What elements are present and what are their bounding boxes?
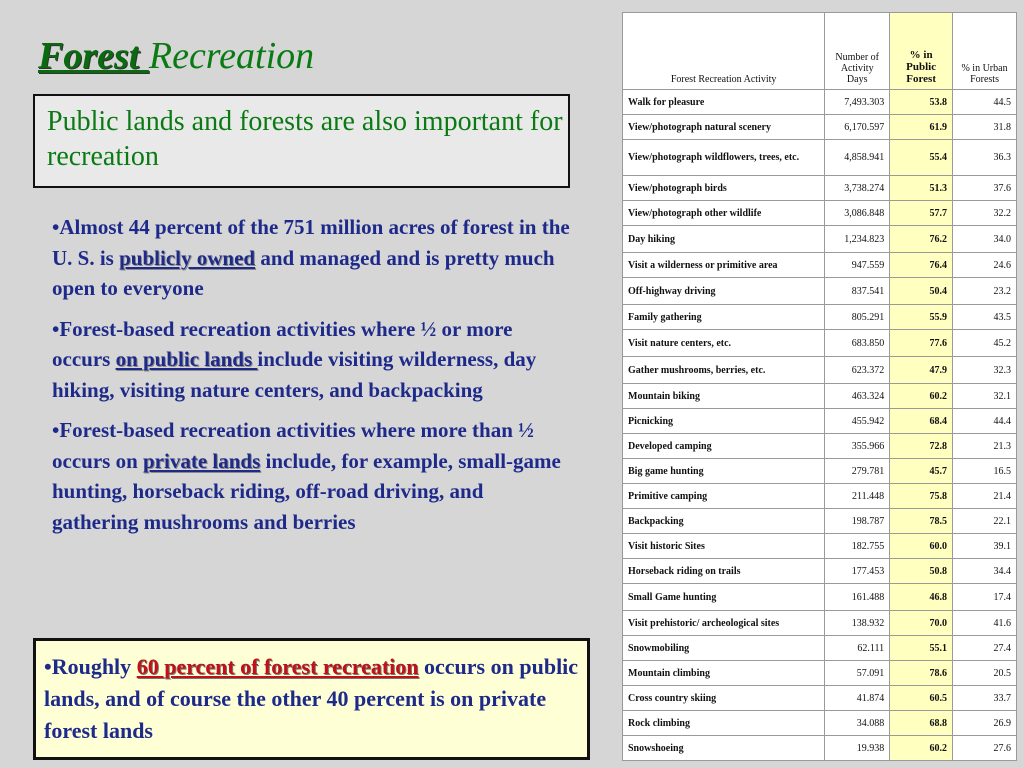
cell-days: 1,234.823 xyxy=(825,226,890,253)
table-row xyxy=(623,357,1017,384)
table-body xyxy=(623,90,1017,761)
cell-urban: 34.0 xyxy=(953,226,1017,253)
subtitle-box xyxy=(33,94,570,188)
table-row xyxy=(623,584,1017,611)
cell-public: 60.0 xyxy=(890,534,953,559)
summary-note-box: •Roughly 60 percent of forest recreation occurs on public lands, and of course the other 40 percent is on private forest lands xyxy=(33,638,590,760)
cell-activity: Snowshoeing xyxy=(623,736,825,761)
title-recreation: Recreation xyxy=(148,35,315,77)
cell-public: 55.9 xyxy=(890,305,953,330)
cell-days: 4,858.941 xyxy=(825,140,890,176)
bullet-3-text-end: include, for example, small-game hunting, horseback riding, off-road driving, and gathering mushrooms and berries xyxy=(52,448,561,534)
cell-urban: 32.2 xyxy=(953,201,1017,226)
cell-days: 57.091 xyxy=(825,661,890,686)
table-row xyxy=(623,559,1017,584)
header-activity: Forest Recreation Activity xyxy=(623,13,825,90)
cell-activity: View/photograph other wildlife xyxy=(623,201,825,226)
table-row xyxy=(623,711,1017,736)
cell-activity: Gather mushrooms, berries, etc. xyxy=(623,357,825,384)
cell-urban: 41.6 xyxy=(953,611,1017,636)
cell-activity: Snowmobiling xyxy=(623,636,825,661)
cell-public: 50.4 xyxy=(890,278,953,305)
cell-urban: 44.4 xyxy=(953,409,1017,434)
table-row xyxy=(623,201,1017,226)
table-row xyxy=(623,636,1017,661)
cell-urban: 34.4 xyxy=(953,559,1017,584)
cell-urban: 24.6 xyxy=(953,253,1017,278)
cell-urban: 27.4 xyxy=(953,636,1017,661)
bullet-3: •Forest-based recreation activities where more than ½ occurs on private lands include, for example, small-game hunting, horseback riding, off-road driving, and gathering mushrooms and berries xyxy=(52,418,561,534)
table-row xyxy=(623,534,1017,559)
cell-public: 46.8 xyxy=(890,584,953,611)
cell-days: 947.559 xyxy=(825,253,890,278)
title-forest: Forest xyxy=(38,35,149,77)
cell-activity: Day hiking xyxy=(623,226,825,253)
header-number: Number of Activity Days xyxy=(825,13,890,90)
cell-activity: Walk for pleasure xyxy=(623,90,825,115)
cell-urban: 32.3 xyxy=(953,357,1017,384)
cell-public: 78.6 xyxy=(890,661,953,686)
cell-urban: 44.5 xyxy=(953,90,1017,115)
cell-days: 805.291 xyxy=(825,305,890,330)
subtitle-text: Public lands and forests are also important for recreation xyxy=(47,106,563,172)
cell-days: 683.850 xyxy=(825,330,890,357)
bullet-1-highlight: publicly owned xyxy=(119,245,256,270)
table-row xyxy=(623,176,1017,201)
cell-public: 55.4 xyxy=(890,140,953,176)
cell-public: 70.0 xyxy=(890,611,953,636)
cell-public: 78.5 xyxy=(890,509,953,534)
cell-public: 76.2 xyxy=(890,226,953,253)
table-row xyxy=(623,330,1017,357)
cell-public: 60.5 xyxy=(890,686,953,711)
cell-activity: Primitive camping xyxy=(623,484,825,509)
cell-public: 55.1 xyxy=(890,636,953,661)
cell-activity: Rock climbing xyxy=(623,711,825,736)
page-title xyxy=(38,34,314,78)
cell-public: 68.8 xyxy=(890,711,953,736)
table-row xyxy=(623,484,1017,509)
table-row xyxy=(623,384,1017,409)
cell-public: 61.9 xyxy=(890,115,953,140)
cell-days: 62.111 xyxy=(825,636,890,661)
cell-activity: View/photograph natural scenery xyxy=(623,115,825,140)
table-row xyxy=(623,611,1017,636)
cell-public: 77.6 xyxy=(890,330,953,357)
cell-public: 50.8 xyxy=(890,559,953,584)
cell-days: 7,493.303 xyxy=(825,90,890,115)
table-header-row xyxy=(623,13,1017,90)
header-public: % in Public Forest xyxy=(890,13,953,90)
bullet-3-highlight: private lands xyxy=(143,448,261,473)
note-text-end: occurs on public lands, and of course the other 40 percent is on private forest lands xyxy=(44,654,579,743)
cell-urban: 20.5 xyxy=(953,661,1017,686)
cell-days: 3,738.274 xyxy=(825,176,890,201)
bullet-1-text-end: and managed and is pretty much open to everyone xyxy=(52,245,555,300)
cell-days: 19.938 xyxy=(825,736,890,761)
table-row xyxy=(623,509,1017,534)
table-row xyxy=(623,305,1017,330)
cell-urban: 22.1 xyxy=(953,509,1017,534)
table-row xyxy=(623,140,1017,176)
bullet-2-text: Forest-based recreation activities where ½ or more occurs xyxy=(52,316,513,371)
cell-days: 6,170.597 xyxy=(825,115,890,140)
cell-activity: Horseback riding on trails xyxy=(623,559,825,584)
bullet-2: •Forest-based recreation activities where ½ or more occurs on public lands include visiting wilderness, day hiking, visiting nature centers, and backpacking xyxy=(52,316,537,402)
bullet-2-highlight: on public lands xyxy=(115,347,258,371)
cell-urban: 23.2 xyxy=(953,278,1017,305)
cell-activity: Backpacking xyxy=(623,509,825,534)
cell-urban: 27.6 xyxy=(953,736,1017,761)
cell-activity: Mountain biking xyxy=(623,384,825,409)
cell-urban: 43.5 xyxy=(953,305,1017,330)
bullet-3-text: Forest-based recreation activities where more than ½ occurs on xyxy=(52,418,534,473)
cell-public: 47.9 xyxy=(890,357,953,384)
cell-activity: View/photograph birds xyxy=(623,176,825,201)
cell-urban: 17.4 xyxy=(953,584,1017,611)
cell-urban: 33.7 xyxy=(953,686,1017,711)
cell-days: 41.874 xyxy=(825,686,890,711)
cell-public: 72.8 xyxy=(890,434,953,459)
cell-days: 177.453 xyxy=(825,559,890,584)
cell-activity: Developed camping xyxy=(623,434,825,459)
cell-urban: 31.8 xyxy=(953,115,1017,140)
cell-urban: 36.3 xyxy=(953,140,1017,176)
cell-public: 57.7 xyxy=(890,201,953,226)
cell-days: 837.541 xyxy=(825,278,890,305)
cell-urban: 21.4 xyxy=(953,484,1017,509)
cell-activity: View/photograph wildflowers, trees, etc. xyxy=(623,140,825,176)
cell-public: 53.8 xyxy=(890,90,953,115)
cell-activity: Big game hunting xyxy=(623,459,825,484)
cell-urban: 21.3 xyxy=(953,434,1017,459)
cell-days: 3,086.848 xyxy=(825,201,890,226)
table-row xyxy=(623,253,1017,278)
note-text: Roughly xyxy=(51,654,137,679)
cell-days: 623.372 xyxy=(825,357,890,384)
table-row xyxy=(623,90,1017,115)
cell-activity: Visit nature centers, etc. xyxy=(623,330,825,357)
table-row xyxy=(623,226,1017,253)
table-row xyxy=(623,278,1017,305)
cell-urban: 32.1 xyxy=(953,384,1017,409)
bullet-2-text-end: include visiting wilderness, day hiking, visiting nature centers, and backpacking xyxy=(52,347,537,402)
cell-activity: Family gathering xyxy=(623,305,825,330)
cell-days: 279.781 xyxy=(825,459,890,484)
table-row xyxy=(623,736,1017,761)
cell-days: 455.942 xyxy=(825,409,890,434)
cell-days: 463.324 xyxy=(825,384,890,409)
recreation-table xyxy=(622,12,1017,761)
bullet-1: •Almost 44 percent of the 751 million acres of forest in the U. S. is publicly owned and managed and is pretty much open to everyone xyxy=(52,215,570,300)
table-row xyxy=(623,686,1017,711)
cell-days: 211.448 xyxy=(825,484,890,509)
cell-public: 60.2 xyxy=(890,736,953,761)
table-row xyxy=(623,434,1017,459)
cell-urban: 16.5 xyxy=(953,459,1017,484)
cell-activity: Small Game hunting xyxy=(623,584,825,611)
cell-public: 76.4 xyxy=(890,253,953,278)
bullet-list xyxy=(52,212,572,547)
bullet-1-text: Almost 44 percent of the 751 million acres of forest in the U. S. is xyxy=(52,215,570,270)
cell-public: 68.4 xyxy=(890,409,953,434)
cell-urban: 26.9 xyxy=(953,711,1017,736)
cell-days: 198.787 xyxy=(825,509,890,534)
note-highlight: 60 percent of forest recreation xyxy=(136,654,419,679)
cell-urban: 37.6 xyxy=(953,176,1017,201)
cell-activity: Off-highway driving xyxy=(623,278,825,305)
table-row xyxy=(623,409,1017,434)
cell-activity: Mountain climbing xyxy=(623,661,825,686)
cell-activity: Visit a wilderness or primitive area xyxy=(623,253,825,278)
cell-days: 161.488 xyxy=(825,584,890,611)
table-row xyxy=(623,115,1017,140)
cell-public: 51.3 xyxy=(890,176,953,201)
cell-public: 45.7 xyxy=(890,459,953,484)
cell-days: 182.755 xyxy=(825,534,890,559)
cell-activity: Cross country skiing xyxy=(623,686,825,711)
cell-days: 34.088 xyxy=(825,711,890,736)
cell-public: 60.2 xyxy=(890,384,953,409)
cell-activity: Visit historic Sites xyxy=(623,534,825,559)
cell-activity: Visit prehistoric/ archeological sites xyxy=(623,611,825,636)
cell-days: 138.932 xyxy=(825,611,890,636)
header-urban: % in Urban Forests xyxy=(953,13,1017,90)
table-row xyxy=(623,459,1017,484)
cell-urban: 45.2 xyxy=(953,330,1017,357)
cell-urban: 39.1 xyxy=(953,534,1017,559)
table-row xyxy=(623,661,1017,686)
cell-days: 355.966 xyxy=(825,434,890,459)
cell-activity: Picnicking xyxy=(623,409,825,434)
cell-public: 75.8 xyxy=(890,484,953,509)
